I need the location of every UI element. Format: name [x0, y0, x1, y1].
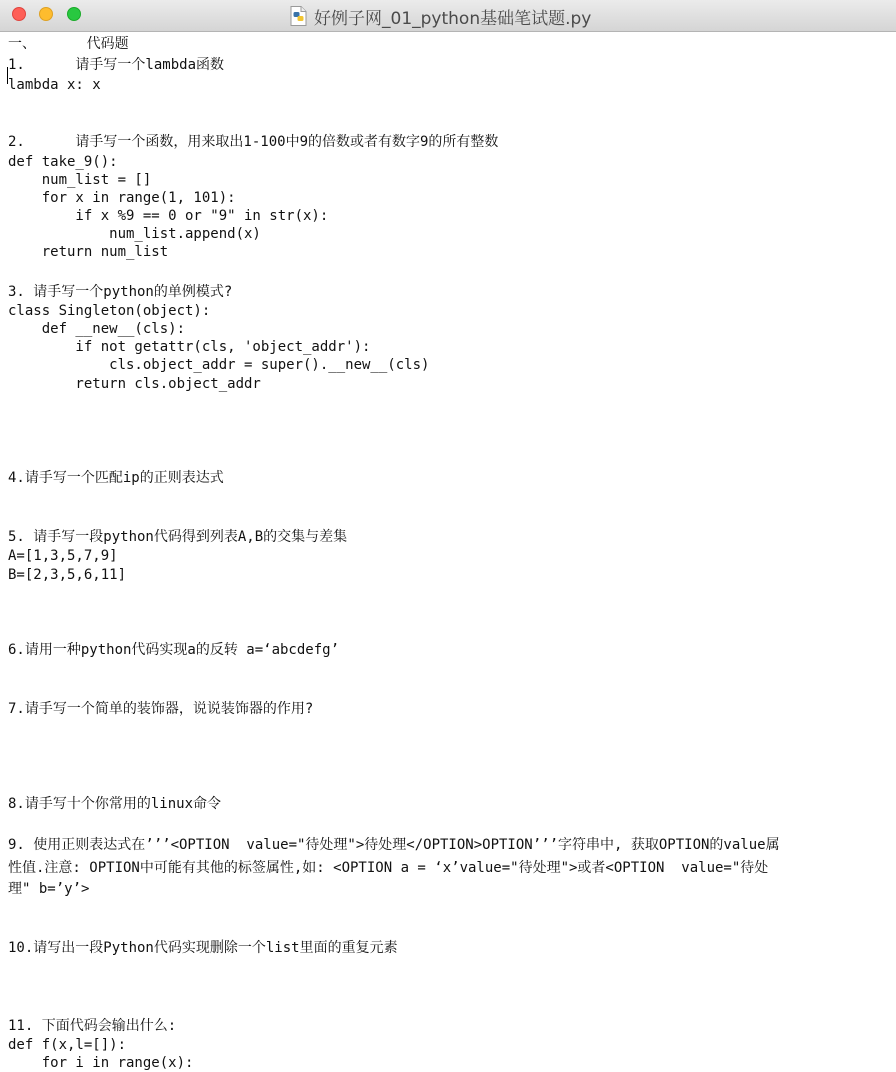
code-line: return num_list — [8, 244, 169, 260]
code-line: def __new__(cls): — [8, 321, 186, 337]
code-line: num_list = [] — [8, 172, 152, 188]
code-line: if x %9 == 0 or "9" in str(x): — [8, 208, 329, 224]
text-editor-area[interactable] — [0, 32, 896, 1071]
zoom-window-button[interactable] — [67, 7, 81, 21]
code-line: 4.请手写一个匹配ip的正则表达式 — [8, 470, 224, 486]
python-file-icon — [290, 6, 307, 26]
code-line: 性值.注意: OPTION中可能有其他的标签属性,如: <OPTION a = ‘x’value="待处理">或者<OPTION value="待处 — [8, 860, 769, 876]
code-line: return cls.object_addr — [8, 376, 261, 392]
code-line: num_list.append(x) — [8, 226, 261, 242]
close-window-button[interactable] — [12, 7, 26, 21]
code-line: class Singleton(object): — [8, 303, 211, 319]
code-line: lambda x: x — [8, 77, 101, 93]
title-bar[interactable] — [0, 0, 896, 32]
code-line: 11. 下面代码会输出什么: — [8, 1018, 177, 1034]
code-line: 10.请写出一段Python代码实现删除一个list里面的重复元素 — [8, 940, 398, 956]
window-title: 好例子网_01_python基础笔试题.py — [314, 8, 592, 29]
code-line: B=[2,3,5,6,11] — [8, 567, 127, 583]
code-line: 9. 使用正则表达式在’’’<OPTION value="待处理">待处理</OPTION>OPTION’’’字符串中, 获取OPTION的value属 — [8, 837, 780, 853]
window-title-group — [290, 4, 591, 28]
code-line: 1. 请手写一个lambda函数 — [8, 57, 225, 73]
code-line: if not getattr(cls, 'object_addr'): — [8, 339, 371, 355]
minimize-window-button[interactable] — [39, 7, 53, 21]
code-line: def take_9(): — [8, 154, 118, 170]
code-line: def f(x,l=[]): — [8, 1037, 127, 1053]
code-line: 7.请手写一个简单的装饰器，说说装饰器的作用? — [8, 701, 314, 717]
code-line: 8.请手写十个你常用的linux命令 — [8, 796, 222, 812]
code-line: 3. 请手写一个python的单例模式? — [8, 284, 233, 300]
code-line: cls.object_addr = super().__new__(cls) — [8, 357, 430, 373]
code-line: 一、 代码题 — [8, 36, 129, 52]
code-line: 6.请用一种python代码实现a的反转 a=‘abcdefg’ — [8, 642, 340, 658]
code-line: A=[1,3,5,7,9] — [8, 548, 118, 564]
code-line: for x in range(1, 101): — [8, 190, 236, 206]
code-line: 2. 请手写一个函数，用来取出1-100中9的倍数或者有数字9的所有整数 — [8, 134, 499, 150]
code-line: for i in range(x): — [8, 1055, 194, 1071]
code-line: 理" b=’y’> — [8, 881, 90, 897]
code-line: 5. 请手写一段python代码得到列表A,B的交集与差集 — [8, 529, 348, 545]
